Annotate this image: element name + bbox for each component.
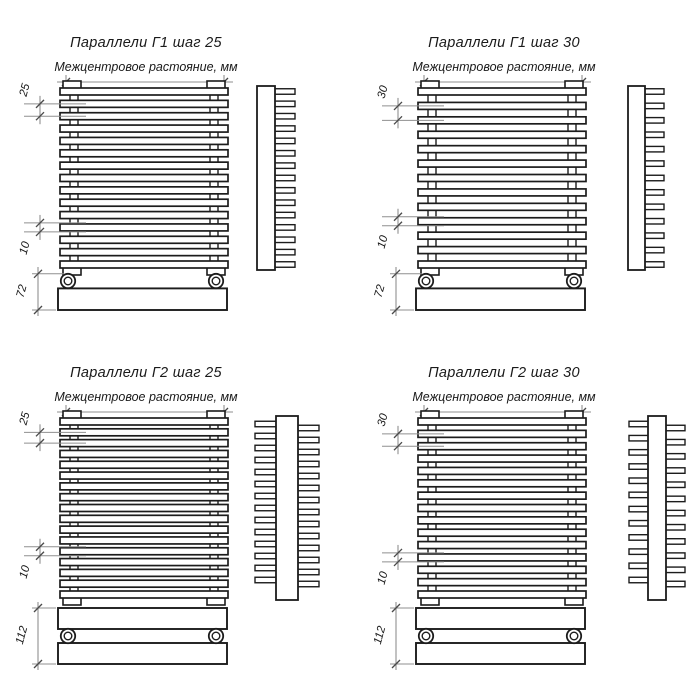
quadrant-g2-step30 [358, 330, 700, 678]
radiator-drawing-g2-step30 [358, 330, 700, 678]
quadrant-g2-step25 [0, 330, 342, 678]
depth-dimension [15, 267, 64, 316]
pitch-dimension-label: 25 [17, 410, 33, 427]
tube-dimension-label: 10 [17, 564, 33, 580]
quadrant-title: Параллели Г1 шаг 25 [70, 35, 222, 51]
depth-dimension-label: 112 [371, 624, 389, 646]
quadrant-g1-step30 [358, 0, 700, 348]
tube-dimension [376, 209, 444, 250]
side-view [628, 86, 664, 270]
bottom-view [416, 608, 585, 664]
radiator-drawing-g2-step25 [0, 330, 342, 678]
quadrant-g1-step25 [0, 0, 342, 348]
front-view [60, 411, 228, 605]
quadrant-title: Параллели Г1 шаг 30 [428, 35, 580, 51]
radiator-drawing-g1-step25 [0, 0, 342, 348]
tube-dimension-label: 10 [375, 234, 391, 250]
side-view [255, 416, 319, 600]
side-view [257, 86, 295, 270]
pitch-dimension-label: 25 [17, 82, 33, 98]
center-distance-label: Межцентровое растояние, мм [54, 60, 238, 74]
radiator-drawing-g1-step30 [358, 0, 700, 348]
bottom-view [58, 274, 227, 310]
center-distance-label: Межцентровое растояние, мм [412, 60, 596, 74]
front-view [60, 81, 228, 275]
depth-dimension-label: 112 [13, 624, 31, 646]
bottom-view [58, 608, 227, 664]
depth-dimension [372, 602, 414, 670]
front-view [418, 81, 586, 275]
front-view [418, 411, 586, 605]
quadrant-title: Параллели Г2 шаг 30 [428, 365, 580, 381]
bottom-view [416, 274, 585, 310]
depth-dimension-label: 72 [14, 283, 30, 299]
center-distance-label: Межцентровое растояние, мм [54, 390, 238, 404]
quadrant-title: Параллели Г2 шаг 25 [70, 365, 222, 381]
side-view [629, 416, 685, 600]
depth-dimension [14, 602, 56, 670]
tube-dimension-label: 10 [17, 240, 33, 256]
pitch-dimension-label: 30 [375, 84, 391, 100]
center-distance-label: Межцентровое растояние, мм [412, 390, 596, 404]
depth-dimension [373, 267, 422, 316]
depth-dimension-label: 72 [372, 283, 388, 299]
tube-dimension-label: 10 [375, 570, 391, 586]
pitch-dimension-label: 30 [375, 412, 391, 428]
